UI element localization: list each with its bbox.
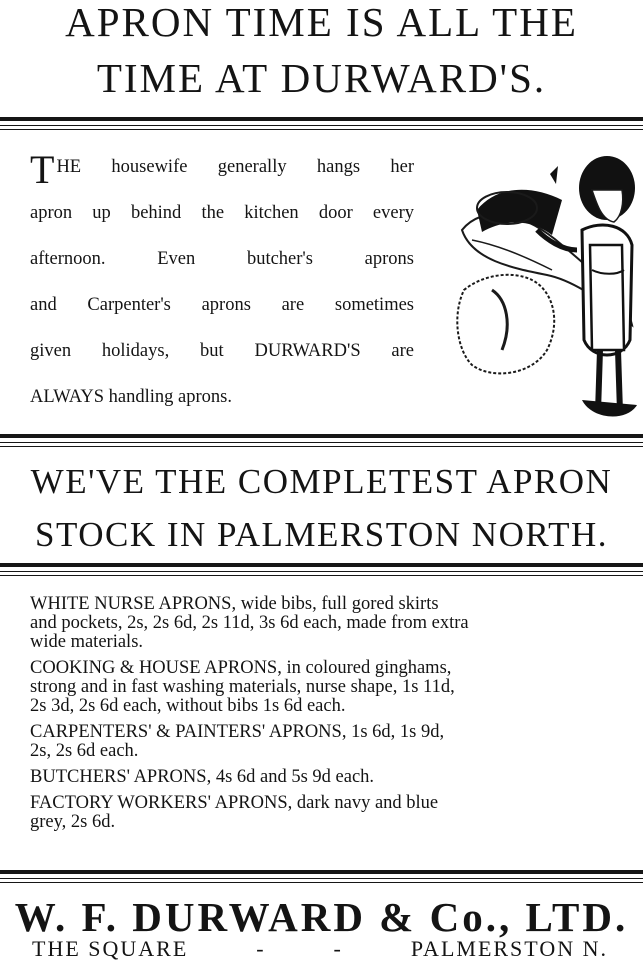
intro-line: THE housewife generally hangs her bbox=[30, 147, 414, 190]
subheadline-line-2: STOCK IN PALMERSTON NORTH. bbox=[34, 515, 608, 554]
headline-line-1: APRON TIME IS ALL THE bbox=[65, 0, 578, 45]
divider bbox=[0, 129, 643, 130]
address-right: PALMERSTON N. bbox=[410, 936, 608, 961]
divider bbox=[0, 882, 643, 883]
intro-line: ALWAYS handling aprons. bbox=[30, 387, 232, 407]
intro-line: afternoon. Even butcher's aprons bbox=[30, 249, 414, 269]
divider bbox=[0, 442, 643, 443]
divider bbox=[0, 434, 643, 438]
intro-line: and Carpenter's aprons are sometimes bbox=[30, 295, 414, 315]
divider bbox=[0, 446, 643, 447]
company-address bbox=[32, 936, 608, 962]
subheadline-line-1: WE'VE THE COMPLETEST APRON bbox=[30, 462, 613, 501]
list-item: CARPENTERS' & PAINTERS' APRONS, 1s 6d, 1s 9d, 2s, 2s 6d each. bbox=[30, 722, 445, 761]
list-item: FACTORY WORKERS' APRONS, dark navy and blue grey, 2s 6d. bbox=[30, 793, 439, 832]
drop-cap: T bbox=[30, 147, 55, 190]
list-item: WHITE NURSE APRONS, wide bibs, full gored skirts and pockets, 2s, 2s 6d, 2s 11d, 3s 6d each, made from extra wide materials. bbox=[30, 594, 469, 652]
product-list bbox=[30, 595, 610, 839]
divider bbox=[0, 878, 643, 879]
divider bbox=[0, 571, 643, 572]
list-item: BUTCHERS' APRONS, 4s 6d and 5s 9d each. bbox=[30, 767, 375, 787]
divider bbox=[0, 563, 643, 567]
company-name: W. F. DURWARD & Co., LTD. bbox=[14, 894, 629, 940]
divider bbox=[0, 870, 643, 874]
woman-with-apron-illustration bbox=[452, 150, 642, 430]
intro-line: given holidays, but DURWARD'S are bbox=[30, 341, 414, 361]
address-dash: - bbox=[256, 936, 266, 961]
address-dash: - bbox=[333, 936, 343, 961]
divider bbox=[0, 117, 643, 121]
intro-line: apron up behind the kitchen door every bbox=[30, 203, 414, 223]
intro-paragraph bbox=[30, 144, 414, 420]
divider bbox=[0, 575, 643, 576]
address-left: THE SQUARE bbox=[32, 936, 189, 961]
headline-line-2: TIME AT DURWARD'S. bbox=[96, 55, 547, 101]
list-item: COOKING & HOUSE APRONS, in coloured ginghams, strong and in fast washing materials, nurse shape, 1s 11d, 2s 3d, 2s 6d each, without bibs 1s 6d each. bbox=[30, 658, 455, 716]
divider bbox=[0, 125, 643, 126]
